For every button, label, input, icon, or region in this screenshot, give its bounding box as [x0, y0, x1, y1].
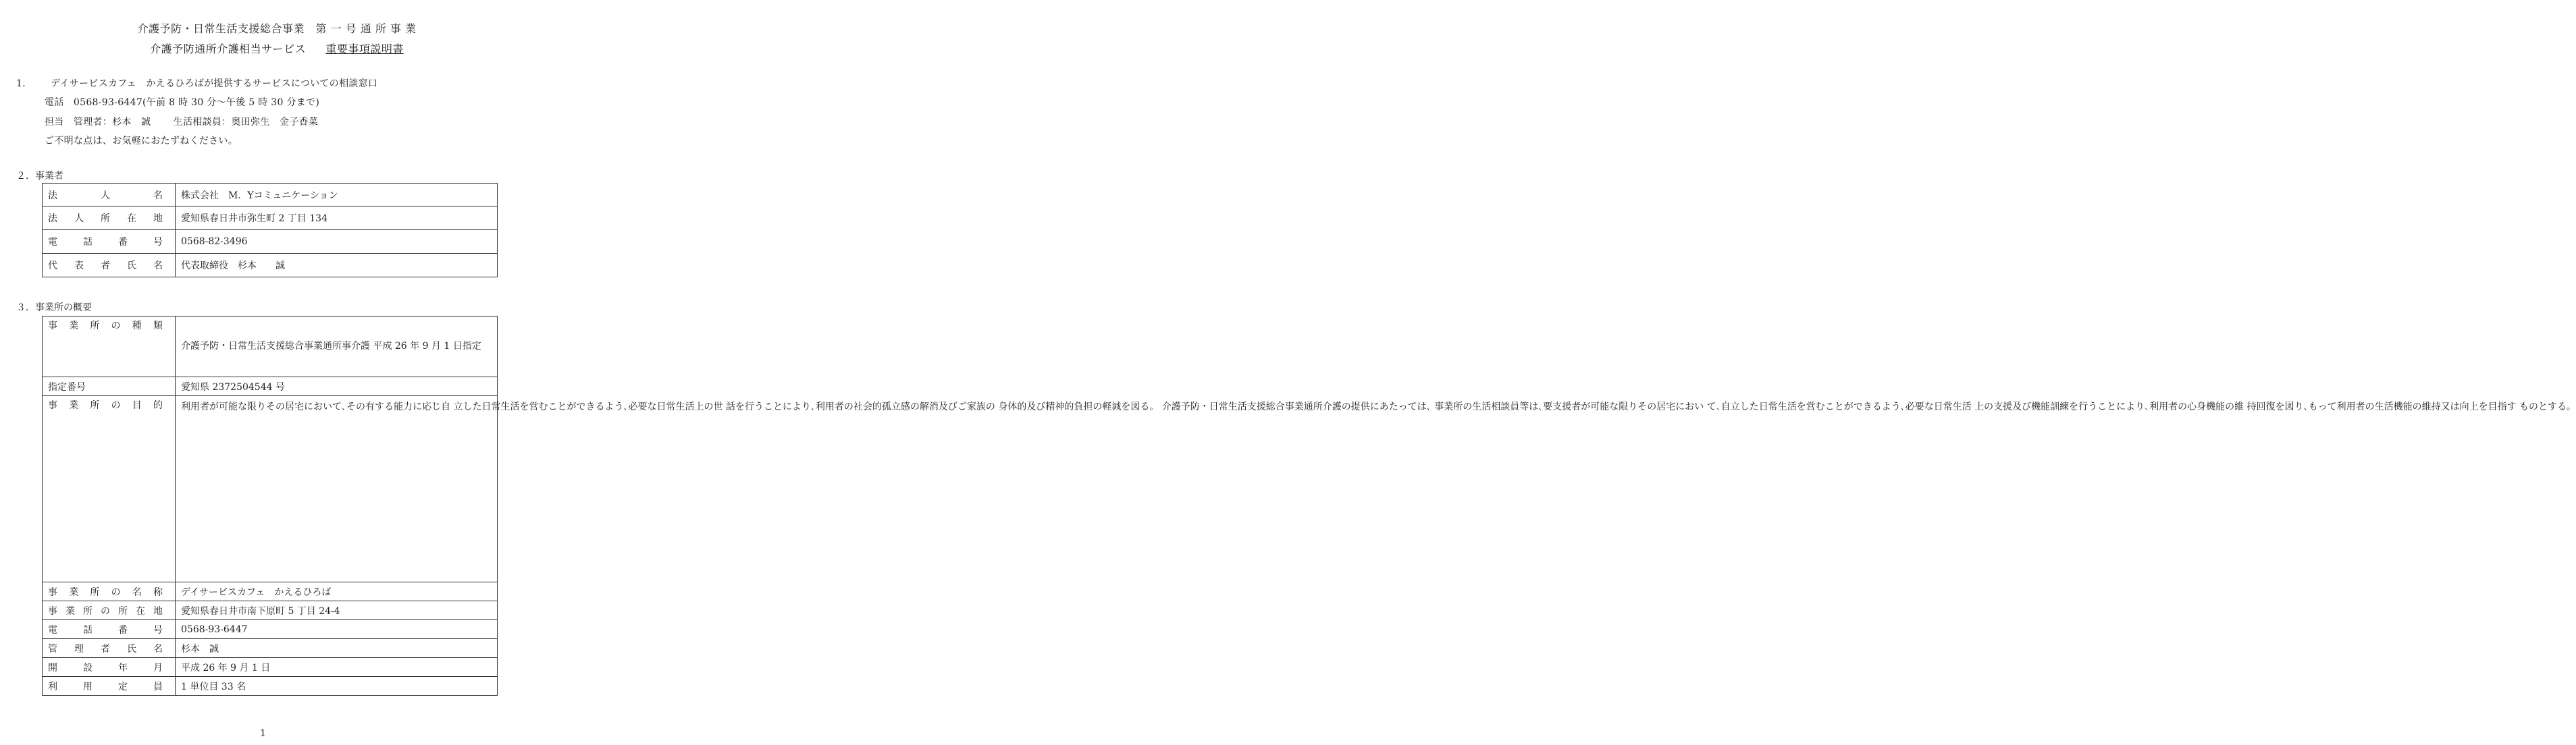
table-row: [43, 206, 498, 230]
office-label-name: 事業所の名称: [43, 582, 176, 601]
table-row: [43, 658, 498, 677]
office-value-manager: 杉本 誠: [176, 639, 498, 658]
office-value-capacity: 1 単位目 33 名: [176, 677, 498, 696]
office-label-purpose: 事業所の目的: [43, 396, 176, 582]
operator-label-representative: 代表者氏名: [43, 254, 176, 277]
table-row: [43, 377, 498, 396]
operator-label-phone: 電話番号: [43, 230, 176, 254]
table-row: [43, 639, 498, 658]
office-label-manager: 管理者氏名: [43, 639, 176, 658]
office-label-designation: 指定番号: [43, 377, 176, 396]
section1-heading: [16, 76, 377, 90]
section1-title: デイサービスカフェ かえるひろばが提供するサービスについての相談窓口: [51, 78, 378, 89]
office-value-purpose: 利用者が可能な限りその居宅において､その有する能力に応じ自 立した日常生活を営むことができるよう､必要な日常生活上の世 話を行うことにより､利用者の社会的孤立感の解消及びご家族の 身体的及び精神的負担の軽減を図る。 介護予防・日常生活支援総合事業通所介護の提供にあたっては､ 事業所の生活相談員等は､要支援者が可能な限りその居宅におい て､自立した日常生活を営むことができるよう､必要な日常生活 上の支援及び機能訓練を行うことにより､利用者の心身機能の維 持回復を図り､もって利用者の生活機能の維持又は向上を目指す ものとする。: [176, 396, 498, 582]
office-label-address: 事業所の所在地: [43, 601, 176, 620]
document-subtitle: [0, 40, 554, 56]
contact-phone: 電話 0568-93-6447(午前 8 時 30 分～午後 5 時 30 分まで): [45, 97, 320, 108]
operator-label-name: 法人名: [43, 184, 176, 206]
office-value-address: 愛知県春日井市南下原町 5 丁目 24-4: [176, 601, 498, 620]
table-row: [43, 254, 498, 277]
operator-value-phone: 0568-82-3496: [176, 230, 498, 254]
office-table: [42, 316, 2576, 696]
table-row: [43, 677, 498, 696]
section3-heading: ３．事業所の概要: [16, 302, 92, 313]
office-label-phone: 電話番号: [43, 620, 176, 639]
table-row: [43, 184, 498, 206]
table-row: [43, 601, 498, 620]
table-row: [43, 620, 498, 639]
section2-heading: ２．事業者: [16, 171, 63, 182]
operator-label-address: 法人所在地: [43, 206, 176, 230]
document-title: 介護予防・日常生活支援総合事業 第 一 号 通 所 事 業: [137, 22, 417, 35]
office-value-type: 介護予防・日常生活支援総合事業通所事介護 平成 26 年 9 月 1 日指定: [176, 316, 498, 377]
office-label-capacity: 利用定員: [43, 677, 176, 696]
table-row: [43, 582, 498, 601]
operator-value-name: 株式会社 M．Yコミュニケーション: [176, 184, 498, 206]
operator-value-address: 愛知県春日井市弥生町 2 丁目 134: [176, 206, 498, 230]
office-value-designation: 愛知県 2372504544 号: [176, 377, 498, 396]
subtitle-service-name: 介護予防通所介護相当サービス: [150, 43, 307, 55]
table-row: [43, 230, 498, 254]
section1-number: 1．: [16, 78, 32, 89]
office-label-type: 事業所の種類: [43, 316, 176, 377]
operator-table: [42, 183, 498, 277]
table-row: [43, 316, 498, 377]
table-row: [43, 396, 498, 582]
page-number: 1: [260, 728, 266, 739]
contact-note: ご不明な点は、お気軽におたずねください。: [45, 136, 238, 146]
office-value-name: デイサービスカフェ かえるひろば: [176, 582, 498, 601]
operator-value-representative: 代表取締役 杉本 誠: [176, 254, 498, 277]
office-label-opened: 開設年月: [43, 658, 176, 677]
contact-persons: 担当 管理者：杉本 誠 生活相談員：奥田弥生 金子香菜: [45, 117, 319, 128]
office-value-phone: 0568-93-6447: [176, 620, 498, 639]
subtitle-document-name: 重要事項説明書: [325, 43, 404, 55]
office-value-opened: 平成 26 年 9 月 1 日: [176, 658, 498, 677]
